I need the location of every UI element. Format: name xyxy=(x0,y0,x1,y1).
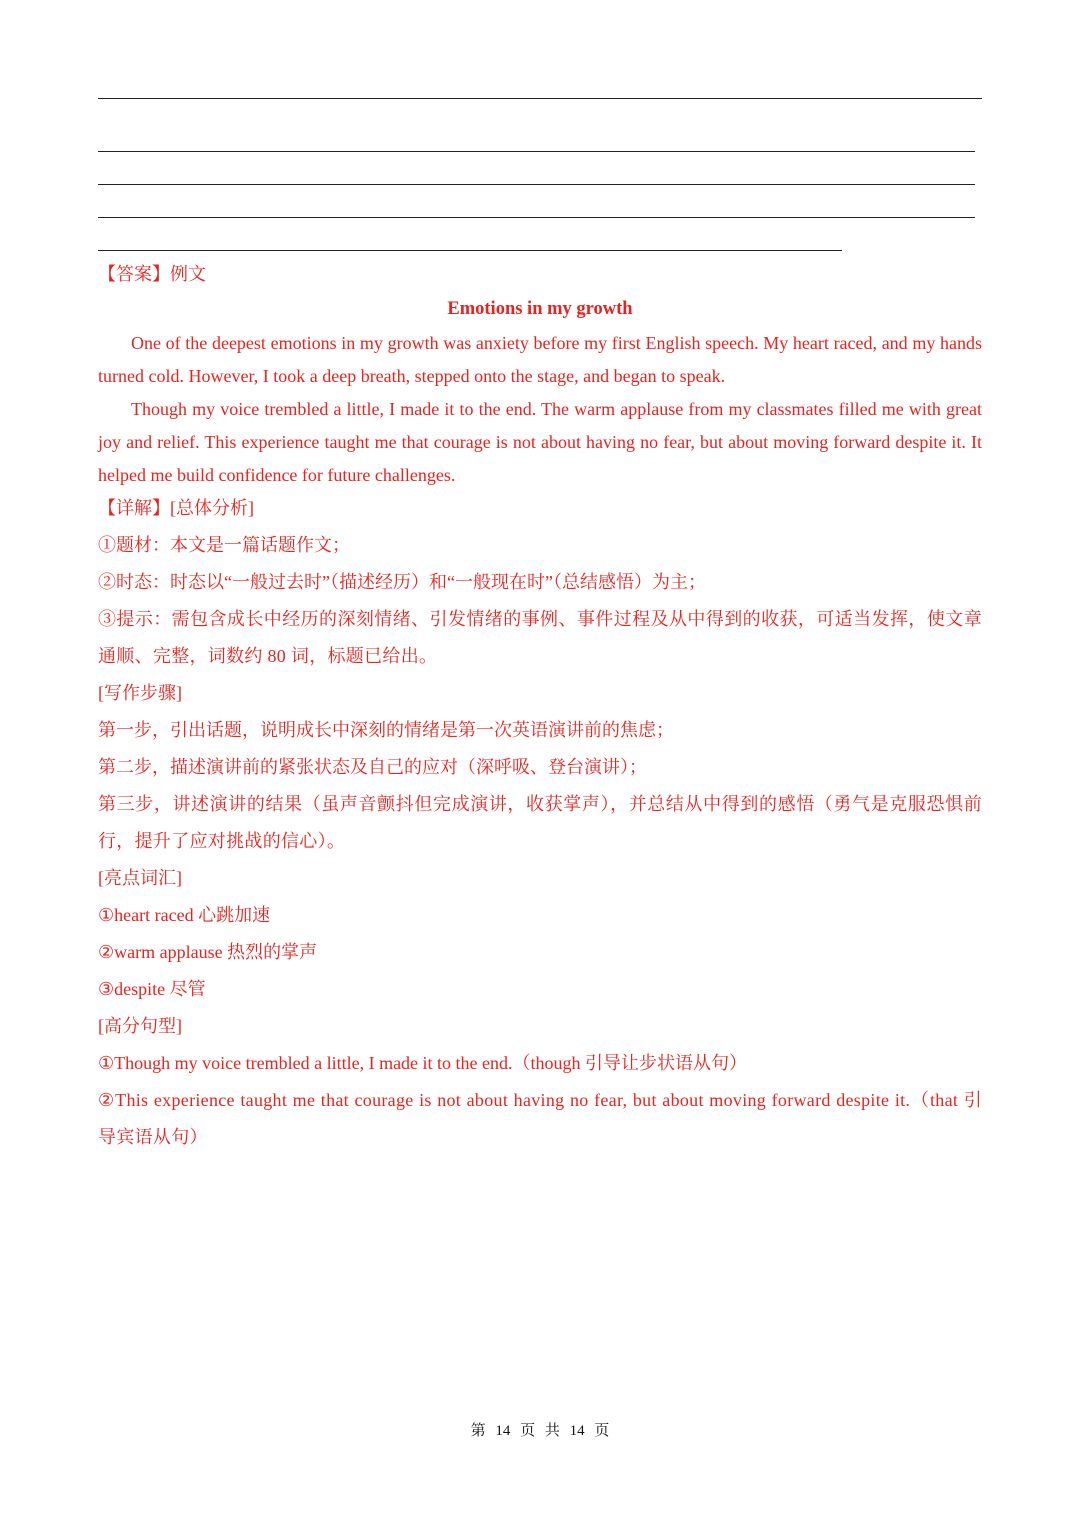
essay-title: Emotions in my growth xyxy=(447,299,633,319)
writing-line xyxy=(98,217,975,218)
essay-paragraph xyxy=(98,393,982,492)
step-item: 第二步，描述演讲前的紧张状态及自己的应对（深呼吸、登台演讲）； xyxy=(98,757,647,777)
writing-line xyxy=(98,151,975,152)
step-item: 第三步，讲述演讲的结果（虽声音颤抖但完成演讲，收获掌声），并总结从中得到的感悟（勇气是克服恐惧前行，提升了应对挑战的信心）。 xyxy=(98,794,982,851)
writing-line xyxy=(98,184,975,185)
steps-heading: [写作步骤] xyxy=(98,683,182,703)
sentence-item: ①Though my voice trembled a little, I made it to the end.（though 引导让步状语从句） xyxy=(98,1053,748,1073)
sentences-heading: [高分句型] xyxy=(98,1016,182,1036)
vocab-item: ①heart raced 心跳加速 xyxy=(98,905,271,925)
essay-paragraph-text: One of the deepest emotions in my growth was anxiety before my first English speech. My heart raced, and my hands turned cold. However, I took a deep breath, stepped onto the stage, and began to speak. xyxy=(98,333,982,386)
analysis-point: ②时态：时态以“一般过去时”（描述经历）和“一般现在时”（总结感悟）为主； xyxy=(98,572,706,592)
vocab-item: ③despite 尽管 xyxy=(98,979,206,999)
answer-label: 【答案】例文 xyxy=(98,264,206,284)
page-footer: 第 14 页 共 14 页 xyxy=(470,1423,610,1439)
sentence-item: ②This experience taught me that courage is not about having no fear, but about moving forward despite it.（that 引导宾语从句） xyxy=(98,1090,982,1147)
step-item: 第一步，引出话题，说明成长中深刻的情绪是第一次英语演讲前的焦虑； xyxy=(98,720,674,740)
vocab-item: ②warm applause 热烈的掌声 xyxy=(98,942,318,962)
analysis-point: ①题材：本文是一篇话题作文； xyxy=(98,535,350,555)
essay-paragraph-text: Though my voice trembled a little, I made it to the end. The warm applause from my classmates filled me with great joy and relief. This experience taught me that courage is not about having no fear, but about moving forward despite it. It helped me build confidence for future challenges. xyxy=(98,399,982,485)
writing-line xyxy=(98,250,842,251)
writing-line xyxy=(98,98,982,99)
vocab-heading: [亮点词汇] xyxy=(98,868,182,888)
analysis-heading: 【详解】[总体分析] xyxy=(98,498,254,518)
analysis-point: ③提示：需包含成长中经历的深刻情绪、引发情绪的事例、事件过程及从中得到的收获，可适当发挥，使文章通顺、完整，词数约 80 词，标题已给出。 xyxy=(98,609,982,666)
essay-paragraph xyxy=(98,327,982,393)
